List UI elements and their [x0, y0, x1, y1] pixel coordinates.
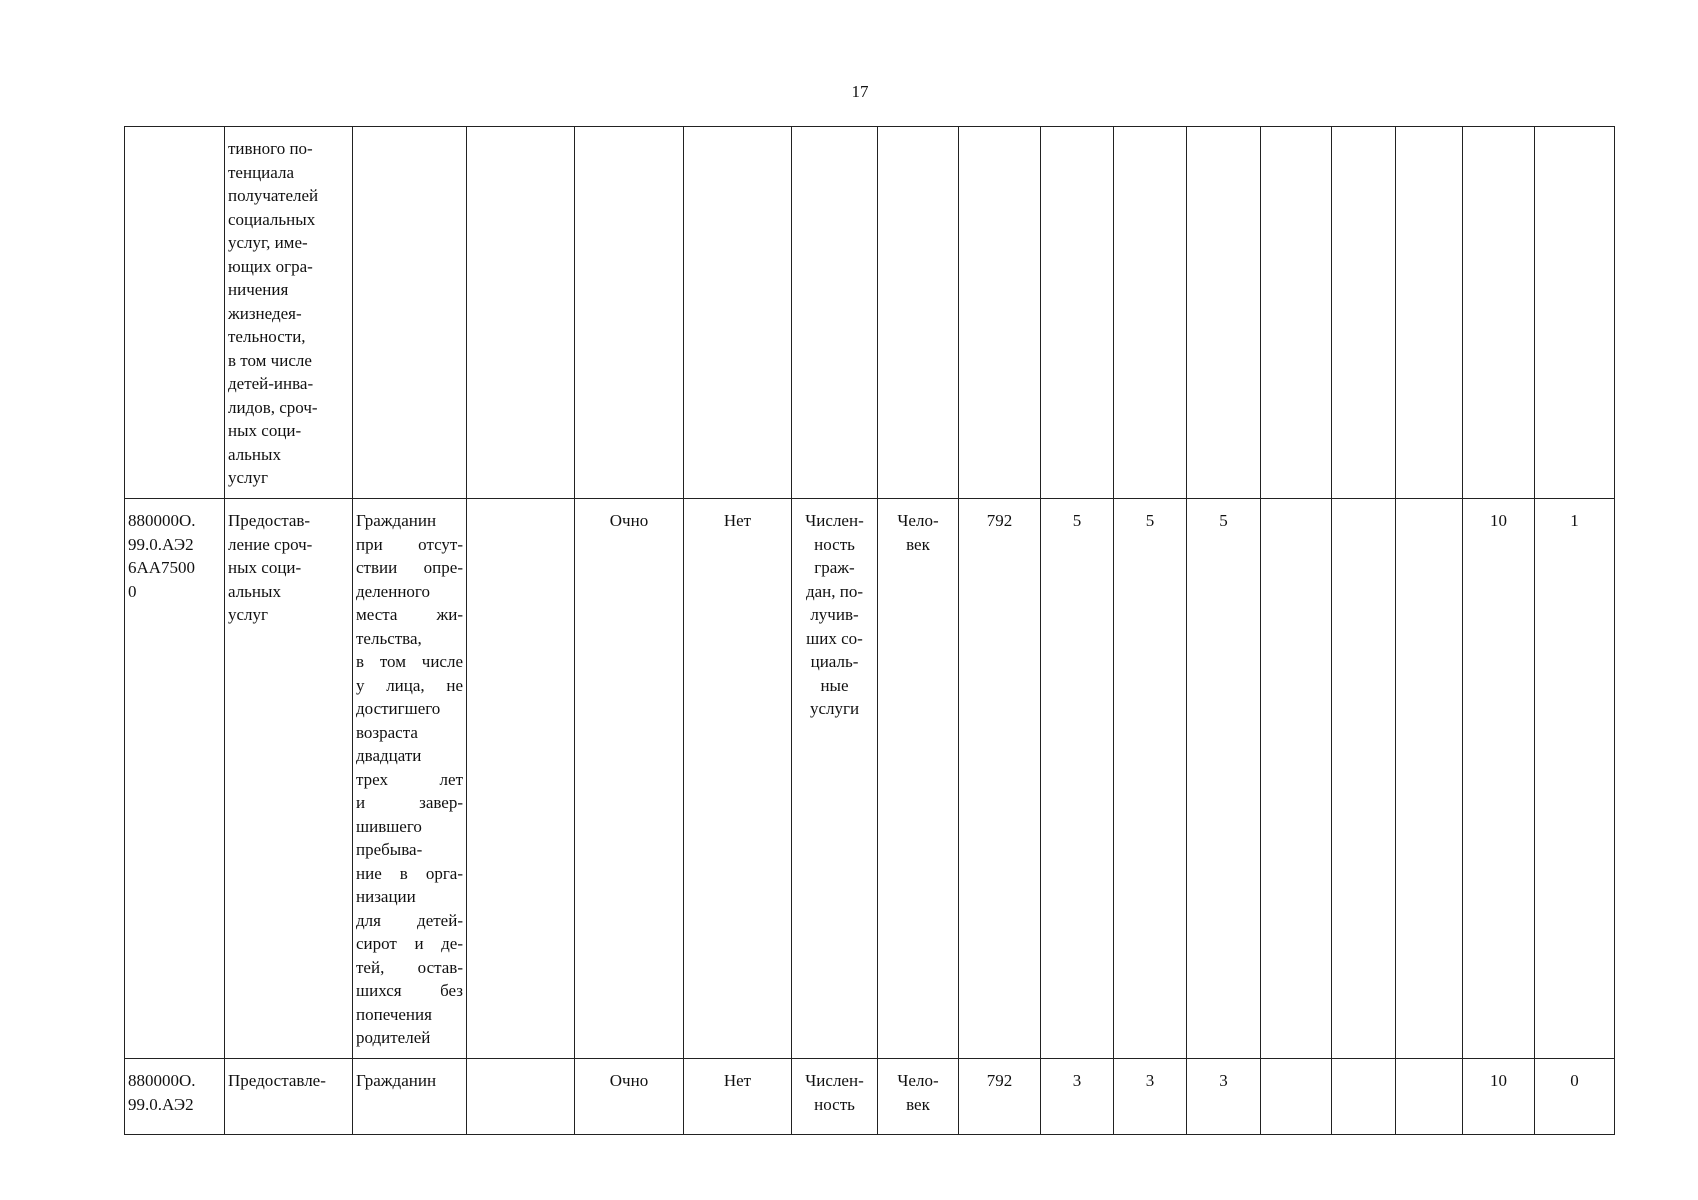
cell-form: Очно	[575, 1059, 684, 1135]
cell-col13	[1261, 1059, 1332, 1135]
cell-form: Очно	[575, 499, 684, 1059]
text-line: низации	[356, 887, 416, 906]
text-line: в том числе	[356, 652, 463, 671]
cell-unit: Чело- век	[878, 499, 959, 1059]
cell-deviation-abs: 1	[1535, 499, 1615, 1059]
text-line: двадцати	[356, 746, 422, 765]
cell-service-name: Предостав- ление сроч- ных соци- альных услуг	[225, 499, 353, 1059]
cell-value-year2: 3	[1114, 1059, 1187, 1135]
cell-value-year3: 5	[1187, 499, 1261, 1059]
text-line: шихся без	[356, 981, 463, 1000]
cell-value-year2: 5	[1114, 499, 1187, 1059]
cell-recipient-category	[353, 127, 467, 499]
cell-value-year3: 3	[1187, 1059, 1261, 1135]
cell-flag	[684, 127, 792, 499]
text-line: шившего	[356, 816, 422, 836]
cell-value-year3	[1187, 127, 1261, 499]
cell-okei-code: 792	[959, 1059, 1041, 1135]
cell-deviation-abs: 0	[1535, 1059, 1615, 1135]
text-line: тей, остав-	[356, 957, 463, 977]
page-number: 17	[851, 82, 869, 101]
cell-col15	[1396, 499, 1463, 1059]
text-line: при отсут-	[356, 534, 463, 554]
text-line: и завер-	[356, 793, 463, 812]
cell-deviation-abs	[1535, 127, 1615, 499]
cell-value-year1: 5	[1041, 499, 1114, 1059]
cell-flag: Нет	[684, 1059, 792, 1135]
text-line: тельства,	[356, 628, 422, 648]
cell-unit: Чело- век	[878, 1059, 959, 1135]
cell-value-year2	[1114, 127, 1187, 499]
cell-col4	[467, 127, 575, 499]
cell-col4	[467, 1059, 575, 1135]
cell-registry-code: 880000О. 99.0.АЭ2 6АА7500 0	[125, 499, 225, 1059]
text-line: достигшего	[356, 699, 441, 718]
cell-registry-code	[125, 127, 225, 499]
text-line: ние в орга-	[356, 863, 463, 883]
text-line: попечения	[356, 1004, 432, 1024]
cell-registry-code: 880000О. 99.0.АЭ2	[125, 1059, 225, 1135]
cell-recipient-category: Гражданин	[353, 1059, 467, 1135]
text-line: трех лет	[356, 769, 463, 789]
cell-indicator: Числен- ность	[792, 1059, 878, 1135]
text-line: сирот и де-	[356, 934, 463, 953]
cell-deviation-percent: 10	[1463, 1059, 1535, 1135]
text-line: места жи-	[356, 605, 463, 624]
cell-indicator	[792, 127, 878, 499]
text-line: для детей-	[356, 910, 463, 930]
cell-okei-code: 792	[959, 499, 1041, 1059]
text-line: возраста	[356, 722, 418, 742]
cell-col13	[1261, 499, 1332, 1059]
cell-form	[575, 127, 684, 499]
text-line: у лица, не	[356, 675, 463, 695]
cell-col13	[1261, 127, 1332, 499]
text-line: родителей	[356, 1028, 431, 1047]
cell-flag: Нет	[684, 499, 792, 1059]
cell-col15	[1396, 127, 1463, 499]
cell-unit	[878, 127, 959, 499]
cell-value-year1	[1041, 127, 1114, 499]
cell-col14	[1332, 127, 1396, 499]
cell-deviation-percent	[1463, 127, 1535, 499]
cell-col14	[1332, 1059, 1396, 1135]
cell-col14	[1332, 499, 1396, 1059]
text-line: Гражданин	[356, 511, 437, 530]
cell-service-name: тивного по- тенциала получателей социальных услуг, име- ющих огра- ничения жизнедея- тельности, в том числе детей-инва- лидов, сроч- ных соци- альных услуг	[225, 127, 353, 499]
cell-okei-code	[959, 127, 1041, 499]
table-row	[125, 499, 1615, 1059]
registry-table	[124, 126, 1615, 1135]
table-row	[125, 127, 1615, 499]
cell-deviation-percent: 10	[1463, 499, 1535, 1059]
cell-indicator: Числен- ность граж- дан, по- лучив- ших со- циаль- ные услуги	[792, 499, 878, 1059]
cell-value-year1: 3	[1041, 1059, 1114, 1135]
cell-recipient-category	[353, 499, 467, 1059]
cell-col15	[1396, 1059, 1463, 1135]
cell-col4	[467, 499, 575, 1059]
text-line: пребыва-	[356, 840, 423, 859]
table-row	[125, 1059, 1615, 1135]
cell-service-name: Предоставле-	[225, 1059, 353, 1135]
text-line: деленного	[356, 581, 430, 601]
text-line: ствии опре-	[356, 558, 463, 577]
